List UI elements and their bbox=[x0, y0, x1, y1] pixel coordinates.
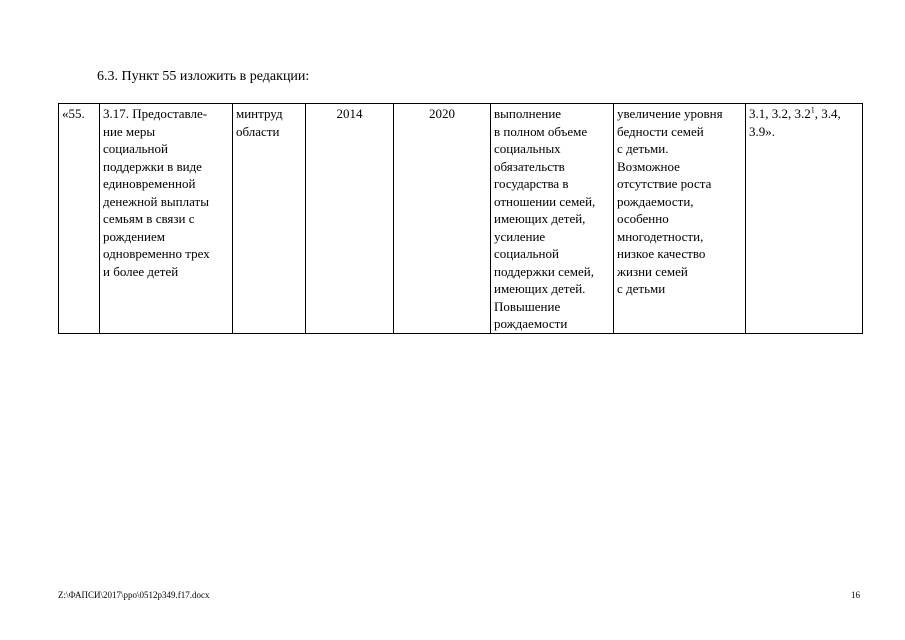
cell-line: с детьми bbox=[617, 281, 666, 296]
references-line-1 bbox=[749, 105, 859, 123]
end-year-cell bbox=[394, 104, 491, 334]
cell-line: государства в bbox=[494, 176, 569, 191]
references-line-2: 3.9». bbox=[749, 123, 775, 139]
cell-line: одновременно трех bbox=[103, 246, 210, 261]
cell-line: рождением bbox=[103, 228, 165, 244]
references-superscript: 1 bbox=[810, 105, 815, 115]
consequence-cell bbox=[614, 104, 746, 334]
cell-line: поддержки семей, bbox=[494, 263, 594, 279]
cell-line: увеличение уровня bbox=[617, 106, 723, 121]
cell-line: рождаемости, bbox=[617, 193, 694, 209]
executor-cell bbox=[233, 104, 306, 334]
start-year: 2014 bbox=[336, 106, 363, 121]
cell-line: отсутствие роста bbox=[617, 176, 712, 191]
cell-line: выполнение bbox=[494, 106, 562, 121]
cell-line: семьям в связи с bbox=[103, 211, 195, 226]
cell-line: поддержки в виде bbox=[103, 158, 202, 174]
cell-line: социальной bbox=[494, 246, 559, 261]
cell-line: бедности семей bbox=[617, 123, 704, 139]
cell-line: минтруд bbox=[236, 106, 283, 121]
cell-line: с детьми. bbox=[617, 141, 669, 156]
cell-line: области bbox=[236, 123, 280, 139]
cell-line: имеющих детей. bbox=[494, 281, 586, 296]
cell-line: обязательств bbox=[494, 158, 565, 174]
item-number: «55. bbox=[62, 106, 85, 121]
cell-line: Повышение bbox=[494, 298, 561, 314]
document-path: Z:\ФАПСИ\2017\ppo\0512p349.f17.docx bbox=[58, 590, 210, 600]
cell-line: рождаемости bbox=[494, 316, 568, 331]
start-year-cell bbox=[306, 104, 394, 334]
table-row bbox=[59, 104, 863, 334]
cell-line: жизни семей bbox=[617, 263, 688, 279]
cell-line: ние меры bbox=[103, 123, 156, 139]
end-year: 2020 bbox=[429, 106, 455, 121]
goal-cell bbox=[491, 104, 614, 334]
page-number: 16 bbox=[851, 590, 860, 600]
references-cell bbox=[746, 104, 863, 334]
cell-line: социальной bbox=[103, 141, 168, 156]
cell-line: усиление bbox=[494, 228, 546, 244]
section-heading: 6.3. Пункт 55 изложить в редакции: bbox=[97, 69, 310, 84]
cell-line: имеющих детей, bbox=[494, 211, 586, 226]
cell-line: денежной выплаты bbox=[103, 193, 209, 209]
cell-line: низкое качество bbox=[617, 246, 706, 261]
cell-line: отношении семей, bbox=[494, 193, 596, 209]
cell-line: единовременной bbox=[103, 176, 196, 191]
cell-line: в полном объеме bbox=[494, 123, 588, 139]
cell-line: многодетности, bbox=[617, 228, 704, 244]
cell-line: 3.17. Предоставле- bbox=[103, 106, 208, 121]
cell-line: социальных bbox=[494, 141, 561, 156]
cell-line: и более детей bbox=[103, 263, 179, 279]
references-part-b: , 3.4, bbox=[814, 106, 841, 121]
cell-line: особенно bbox=[617, 211, 669, 226]
item-number-cell bbox=[59, 104, 100, 334]
references-part-a: 3.1, 3.2, 3.2 bbox=[749, 106, 811, 121]
cell-line: Возможное bbox=[617, 158, 680, 174]
measure-cell bbox=[100, 104, 233, 334]
program-table bbox=[58, 103, 863, 334]
